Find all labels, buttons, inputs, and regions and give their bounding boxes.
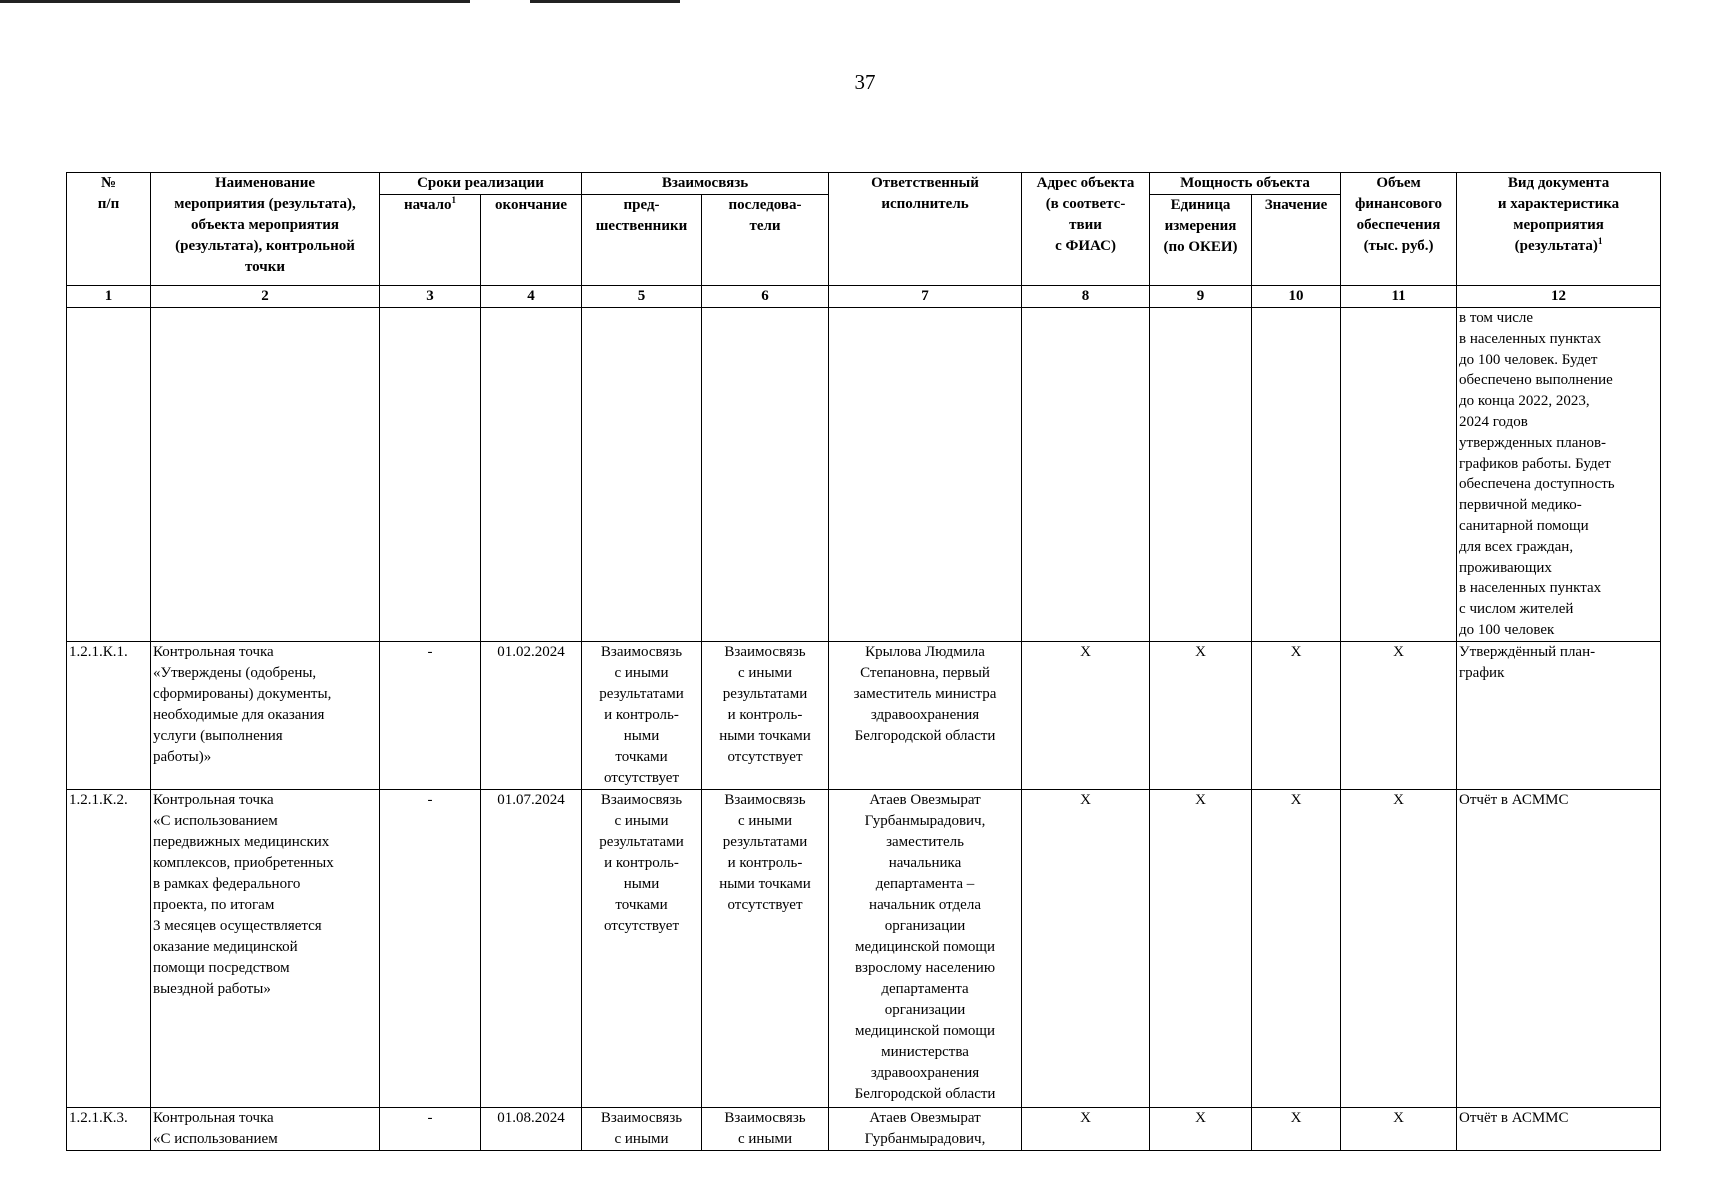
column-number: 12 [1457,286,1661,308]
header-document-footnote: 1 [1597,236,1603,246]
header-document-text: Вид документа и характеристика мероприятия (результата) [1497,175,1620,254]
empty-cell [1150,308,1252,642]
header-predecessors: пред- шественники [582,195,702,286]
row-num: 1.2.1.К.2. [67,789,151,1107]
empty-cell [481,308,582,642]
column-number: 9 [1150,286,1252,308]
row-address: Х [1022,641,1150,789]
row-end: 01.07.2024 [481,789,582,1107]
row-predecessors: Взаимосвязь с иными результатами и контроль- ными точками отсутствует [582,641,702,789]
header-num: № п/п [67,173,151,286]
header-link-group: Взаимосвязь [582,173,829,195]
column-number: 8 [1022,286,1150,308]
page-number: 37 [854,70,876,94]
row-finance: Х [1341,641,1457,789]
row-address: Х [1022,789,1150,1107]
row-finance: Х [1341,789,1457,1107]
empty-cell [582,308,702,642]
scan-edge-left [0,0,470,3]
row-value: Х [1252,1107,1341,1150]
column-number: 2 [151,286,380,308]
row-address: Х [1022,1107,1150,1150]
table-row [67,1107,1661,1150]
row-num: 1.2.1.К.1. [67,641,151,789]
row-value: Х [1252,789,1341,1107]
column-number: 4 [481,286,582,308]
empty-cell [702,308,829,642]
row-document: Отчёт в АСММС [1457,789,1661,1107]
row-num: 1.2.1.К.3. [67,1107,151,1150]
row-successors: Взаимосвязь с иными результатами и контроль- ными точками отсутствует [702,789,829,1107]
row-name: Контрольная точка «С использованием [151,1107,380,1150]
continuation-text: в том числе в населенных пунктах до 100 человек. Будет обеспечено выполнение до конца 2022, 2023, 2024 годов утвержденных планов- графиков работы. Будет обеспечена доступность первичной медико- санитарной помощи для всех граждан, проживающих в населенных пунктах с числом жителей до 100 человек [1457,308,1661,642]
header-capacity-group: Мощность объекта [1150,173,1341,195]
header-address: Адрес объекта (в соответс- твии с ФИАС) [1022,173,1150,286]
header-start [380,195,481,286]
row-predecessors: Взаимосвязь с иными результатами и контроль- ными точками отсутствует [582,789,702,1107]
table-row [67,641,1661,789]
empty-cell [151,308,380,642]
header-unit: Единица измерения (по ОКЕИ) [1150,195,1252,286]
row-name: Контрольная точка «С использованием передвижных медицинских комплексов, приобретенных в рамках федерального проекта, по итогам 3 месяцев осуществляется оказание медицинской помощи посредством выездной работы» [151,789,380,1107]
header-end: окончание [481,195,582,286]
row-unit: Х [1150,641,1252,789]
row-end: 01.08.2024 [481,1107,582,1150]
row-start: - [380,1107,481,1150]
row-start: - [380,789,481,1107]
row-value: Х [1252,641,1341,789]
header-value: Значение [1252,195,1341,286]
continuation-row [67,308,1661,642]
column-number: 1 [67,286,151,308]
row-document: Отчёт в АСММС [1457,1107,1661,1150]
row-successors: Взаимосвязь с иными результатами и контроль- ными точками отсутствует [702,641,829,789]
row-responsible: Атаев Овезмырат Гурбанмырадович, заместитель начальника департамента – начальник отдела организации медицинской помощи взрослому населению департамента организации медицинской помощи министерства здравоохранения Белгородской области [829,789,1022,1107]
empty-cell [67,308,151,642]
row-name: Контрольная точка «Утверждены (одобрены, сформированы) документы, необходимые для оказания услуги (выполнения работы)» [151,641,380,789]
table-row [67,789,1661,1107]
scan-edge-right [530,0,680,3]
header-start-text: начало [403,197,452,213]
header-responsible: Ответственный исполнитель [829,173,1022,286]
header-start-footnote: 1 [451,195,457,205]
header-name: Наименование мероприятия (результата), объекта мероприятия (результата), контрольной точки [151,173,380,286]
header-timing-group: Сроки реализации [380,173,582,195]
column-number: 3 [380,286,481,308]
plan-table [66,172,1661,1151]
row-responsible: Крылова Людмила Степановна, первый заместитель министра здравоохранения Белгородской области [829,641,1022,789]
row-document: Утверждённый план- график [1457,641,1661,789]
column-number: 10 [1252,286,1341,308]
row-unit: Х [1150,789,1252,1107]
empty-cell [1252,308,1341,642]
row-predecessors: Взаимосвязь с иными [582,1107,702,1150]
row-finance: Х [1341,1107,1457,1150]
empty-cell [1341,308,1457,642]
column-number: 7 [829,286,1022,308]
header-finance: Объем финансового обеспечения (тыс. руб.) [1341,173,1457,286]
empty-cell [829,308,1022,642]
row-end: 01.02.2024 [481,641,582,789]
row-start: - [380,641,481,789]
row-responsible: Атаев Овезмырат Гурбанмырадович, [829,1107,1022,1150]
column-number: 6 [702,286,829,308]
row-successors: Взаимосвязь с иными [702,1107,829,1150]
header-successors: последова- тели [702,195,829,286]
column-number: 5 [582,286,702,308]
header-document [1457,173,1661,286]
row-unit: Х [1150,1107,1252,1150]
empty-cell [1022,308,1150,642]
column-number: 11 [1341,286,1457,308]
empty-cell [380,308,481,642]
